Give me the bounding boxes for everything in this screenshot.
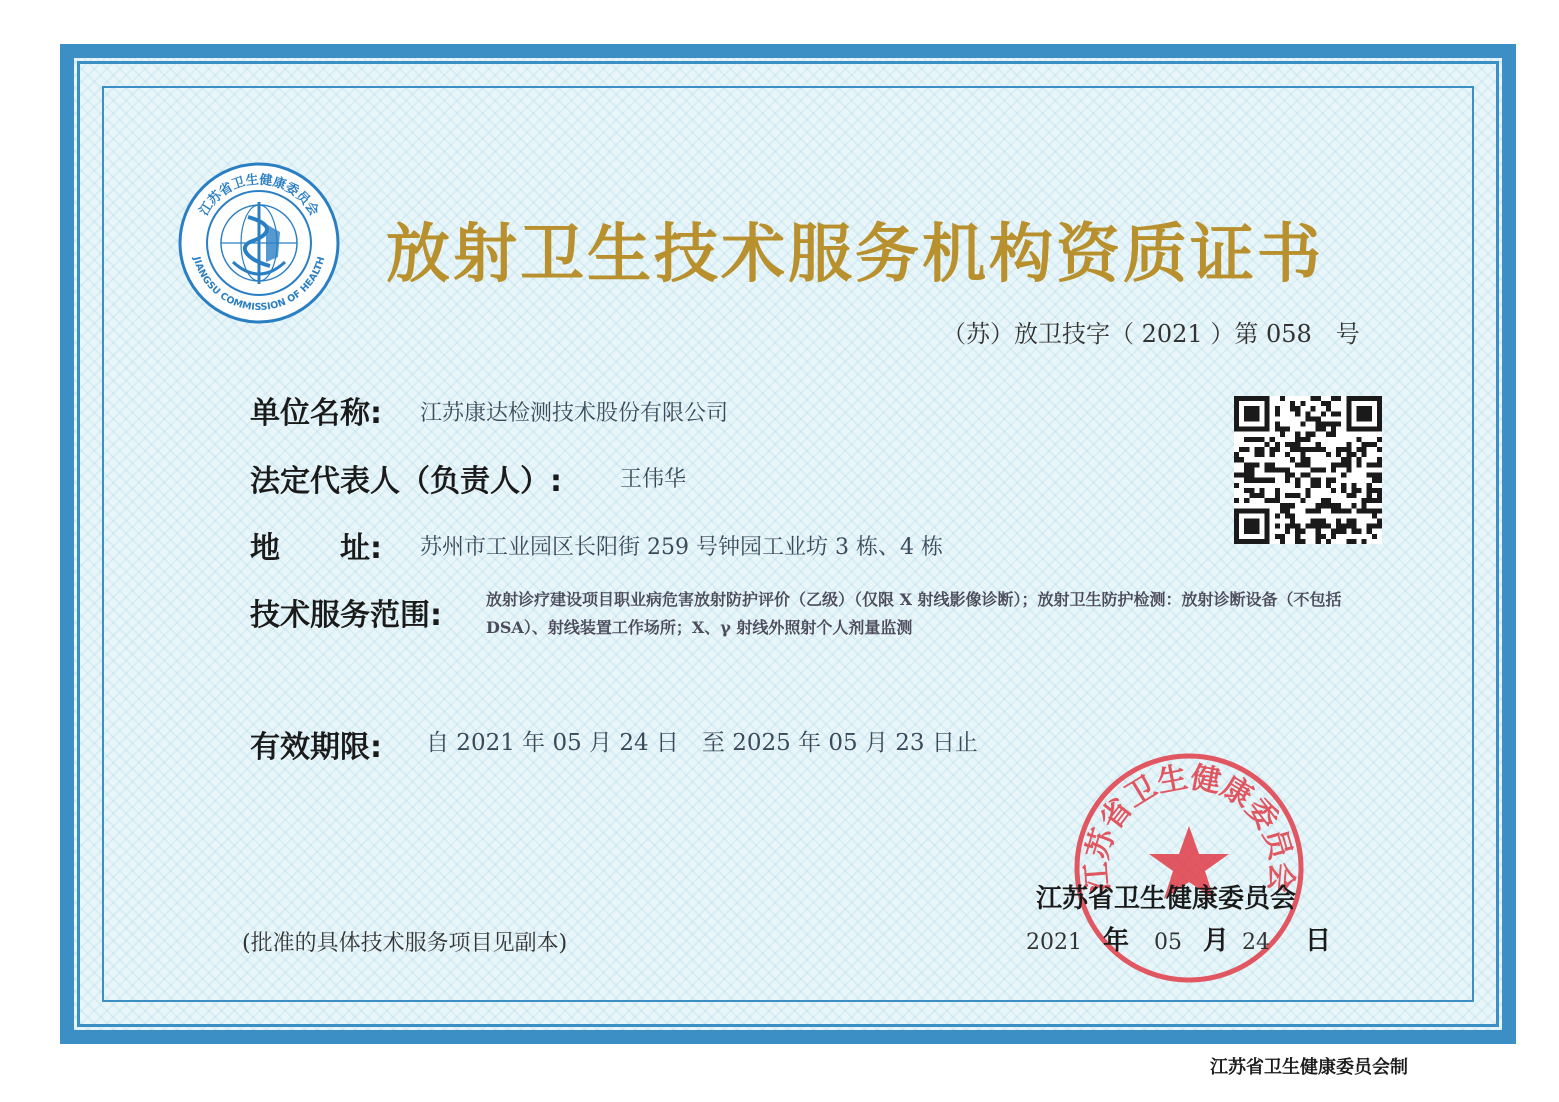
issue-year-unit: 年 bbox=[1103, 926, 1130, 956]
issue-month-unit: 月 bbox=[1203, 926, 1230, 956]
footer-maker: 江苏省卫生健康委员会制 bbox=[1210, 1057, 1408, 1078]
qr-code-icon bbox=[1234, 396, 1382, 544]
jiangsu-health-logo-icon bbox=[178, 162, 340, 324]
logo-text-en: JIANGSU COMMISSION OF HEALTH bbox=[190, 255, 328, 314]
scope-label: 技术服务范围: bbox=[250, 598, 442, 633]
validity-label: 有效期限: bbox=[250, 730, 382, 765]
logo-text-cn: 江苏省卫生健康委员会 bbox=[196, 172, 322, 219]
certificate-number: （苏）放卫技字（ 2021 ）第 058 号 bbox=[942, 320, 1360, 348]
address-label: 地 址: bbox=[250, 531, 382, 566]
approval-note: (批准的具体技术服务项目见副本) bbox=[242, 931, 568, 956]
validity-value: 自 2021 年 05 月 24 日 至 2025 年 05 月 23 日止 bbox=[426, 730, 978, 756]
certificate-title: 放射卫生技术服务机构资质证书 bbox=[386, 218, 1324, 292]
unit-name-label: 单位名称: bbox=[250, 396, 382, 431]
scope-value: 放射诊疗建设项目职业病危害放射防护评价（乙级）（仅限 X 射线影像诊断）；放射卫生防护检测：放射诊断设备（不包括 DSA）、射线装置工作场所；X、γ 射线外照射个人剂量监测 bbox=[486, 590, 1342, 637]
legal-rep-value: 王伟华 bbox=[620, 467, 687, 492]
issue-day-unit: 日 bbox=[1305, 926, 1332, 956]
issue-day: 24 bbox=[1242, 930, 1271, 955]
issue-month: 05 bbox=[1154, 930, 1183, 955]
certificate bbox=[60, 44, 1516, 1044]
address-value: 苏州市工业园区长阳街 259 号钟园工业坊 3 栋、4 栋 bbox=[420, 535, 943, 560]
unit-name-value: 江苏康达检测技术股份有限公司 bbox=[420, 401, 729, 426]
issue-date bbox=[1026, 920, 1331, 957]
issue-year: 2021 bbox=[1026, 930, 1082, 955]
seal-text: 江苏省卫生健康委员会 bbox=[1079, 760, 1299, 894]
issuer-name: 江苏省卫生健康委员会 bbox=[1036, 884, 1297, 914]
legal-rep-label: 法定代表人（负责人）: bbox=[250, 464, 562, 499]
